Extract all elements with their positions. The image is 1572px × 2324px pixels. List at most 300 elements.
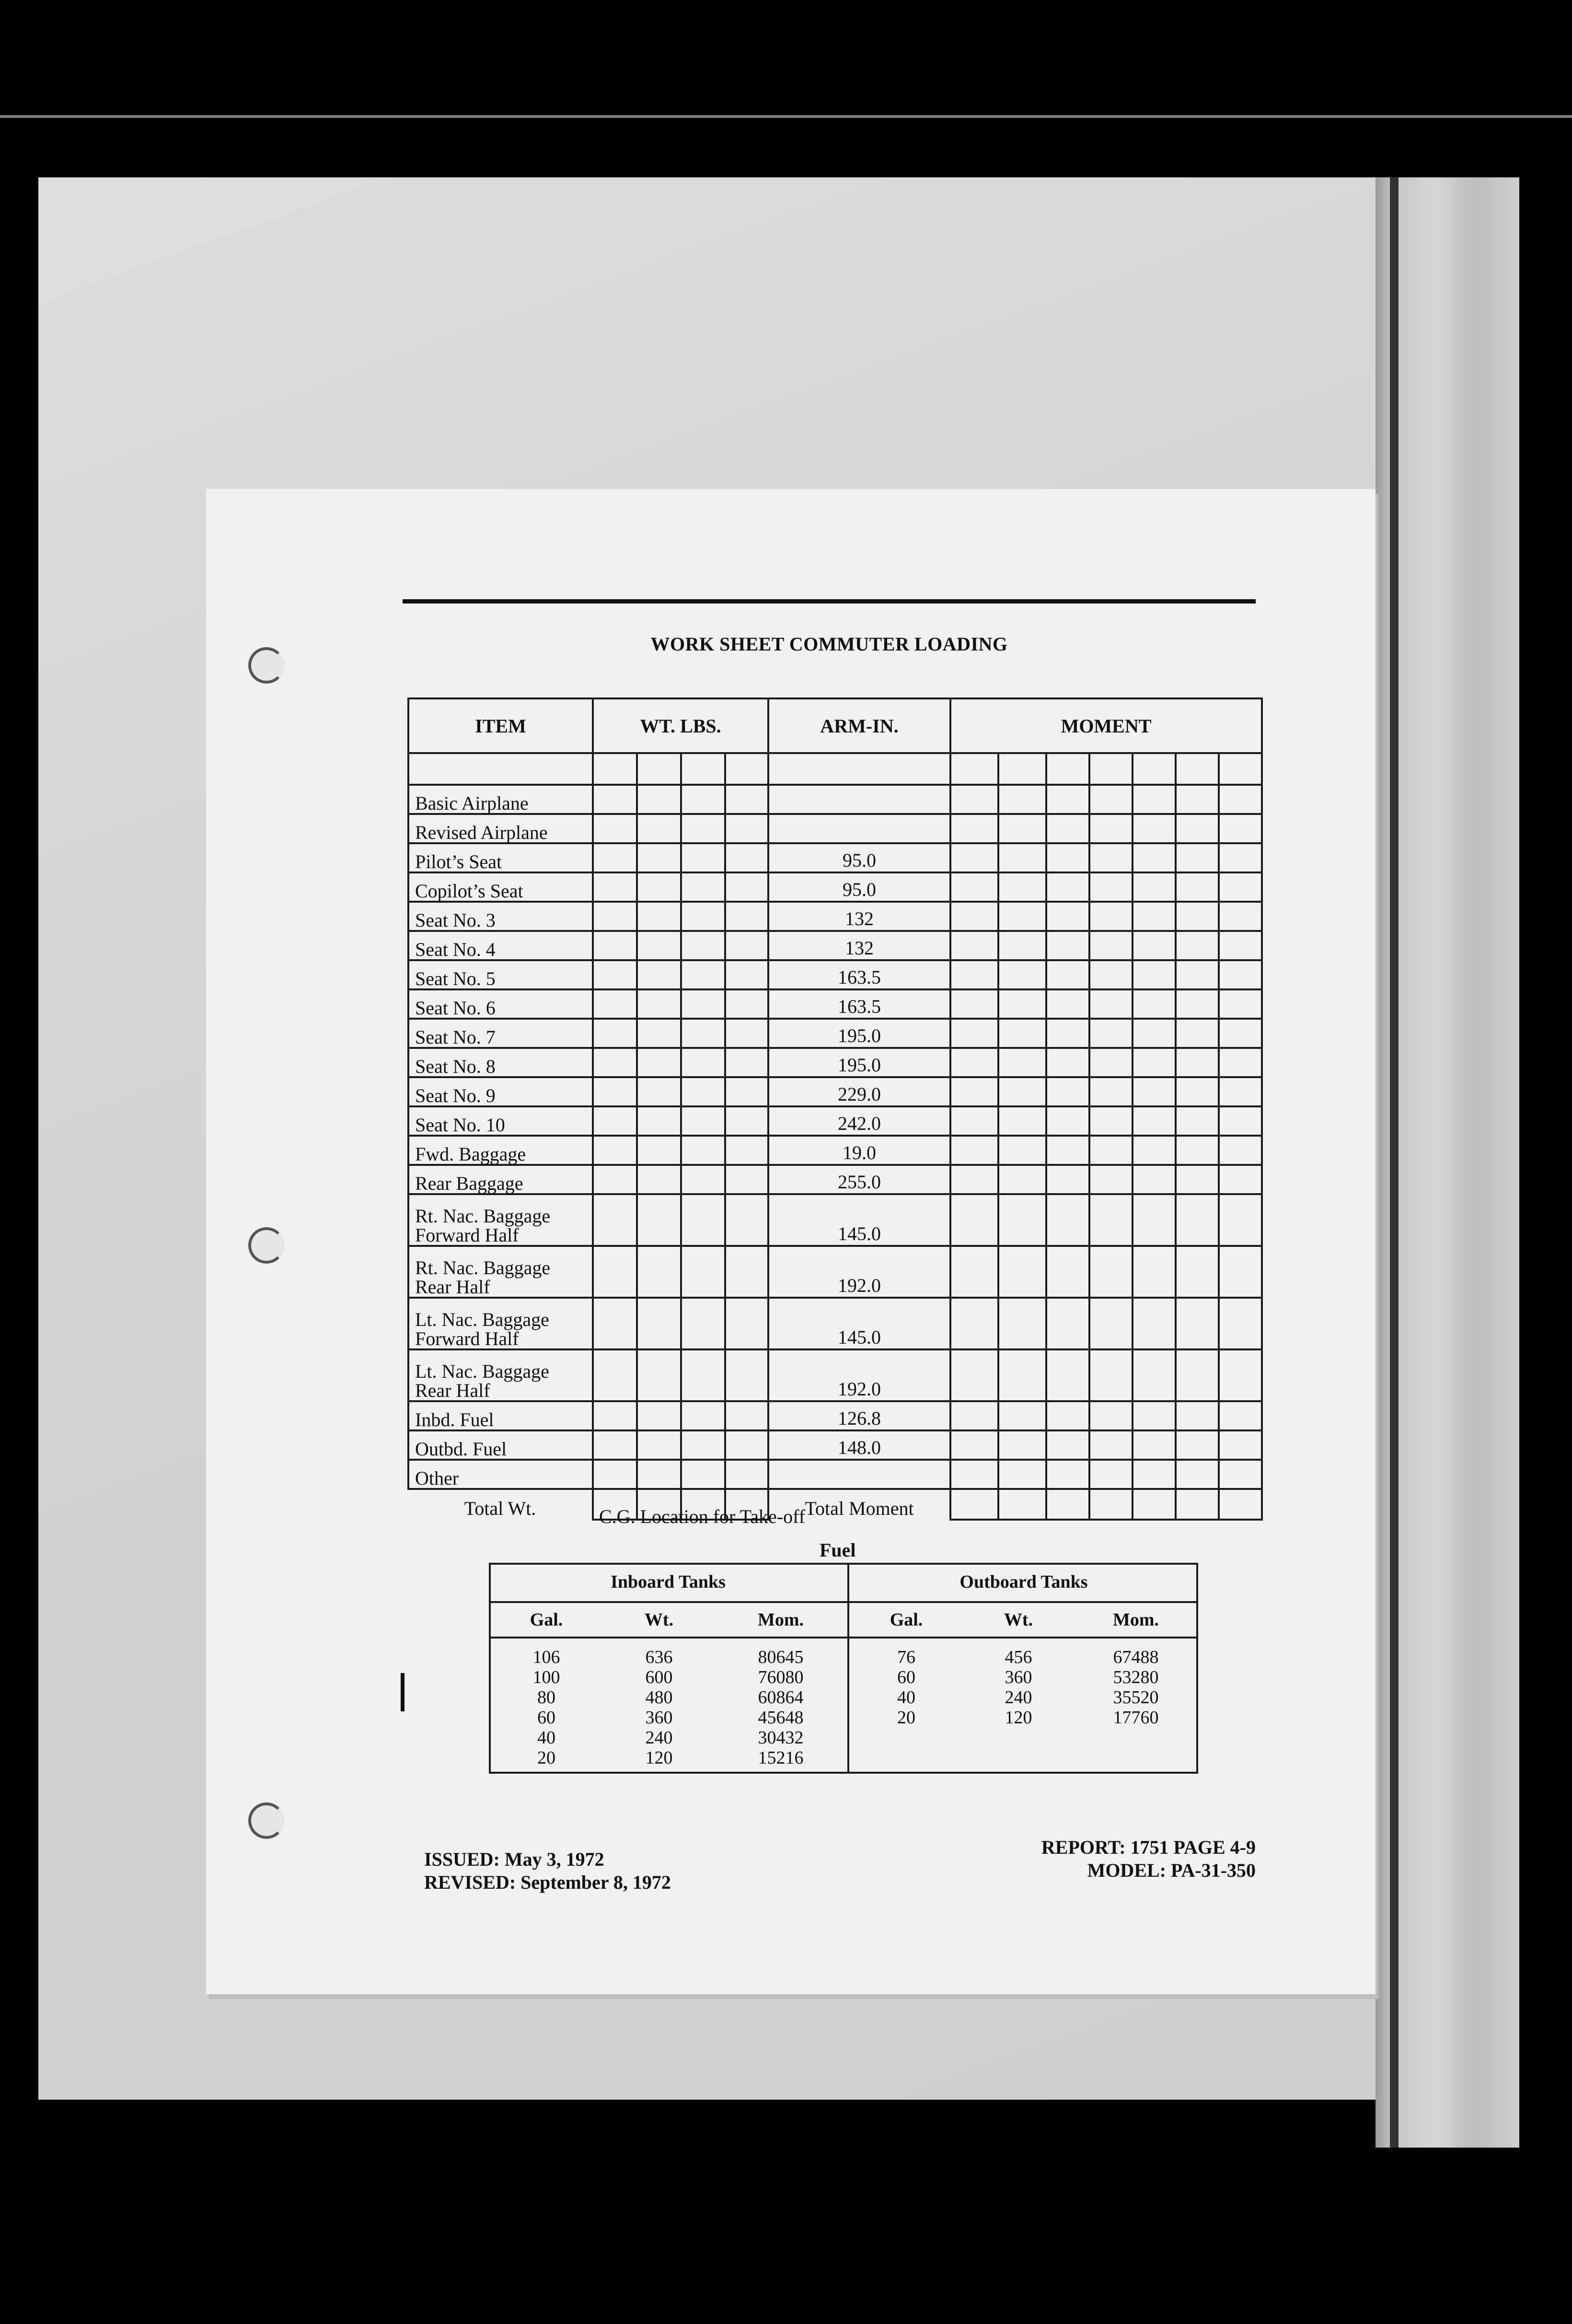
- moment-entry-cell[interactable]: [1089, 814, 1133, 843]
- moment-entry-cell[interactable]: [1219, 989, 1262, 1019]
- moment-entry-cell[interactable]: [1219, 902, 1262, 931]
- weight-entry-cell[interactable]: [593, 1349, 637, 1401]
- weight-entry-cell[interactable]: [637, 960, 681, 989]
- moment-entry-cell[interactable]: [1046, 931, 1089, 960]
- moment-entry-cell[interactable]: [950, 1165, 998, 1194]
- moment-entry-cell[interactable]: [1046, 872, 1089, 902]
- worksheet-row: [408, 1077, 1262, 1106]
- weight-entry-cell[interactable]: [637, 843, 681, 872]
- item-cell: Copilot’s Seat: [408, 872, 593, 902]
- weight-entry-cell[interactable]: [637, 1430, 681, 1460]
- moment-entry-cell[interactable]: [998, 1194, 1046, 1246]
- weight-entry-cell[interactable]: [593, 960, 637, 989]
- weight-entry-cell[interactable]: [637, 1165, 681, 1194]
- weight-entry-cell[interactable]: [681, 989, 725, 1019]
- moment-entry-cell[interactable]: [998, 1349, 1046, 1401]
- moment-entry-cell[interactable]: [1133, 1401, 1176, 1430]
- moment-entry-cell[interactable]: [1046, 1298, 1089, 1349]
- weight-entry-cell[interactable]: [637, 1136, 681, 1165]
- punch-hole: [248, 1227, 285, 1264]
- weight-entry-cell[interactable]: [593, 1194, 637, 1246]
- moment-entry-cell[interactable]: [1176, 753, 1219, 785]
- moment-entry-cell[interactable]: [1133, 960, 1176, 989]
- moment-entry-cell[interactable]: [1133, 843, 1176, 872]
- weight-entry-cell[interactable]: [637, 931, 681, 960]
- weight-entry-cell[interactable]: [725, 1077, 768, 1106]
- item-cell: Outbd. Fuel: [408, 1430, 593, 1460]
- outboard-wt-values: 456 360 240 120: [1005, 1647, 1032, 1728]
- report-info: [1041, 1836, 1256, 1882]
- moment-entry-cell[interactable]: [998, 843, 1046, 872]
- moment-entry-cell[interactable]: [1176, 785, 1219, 814]
- weight-entry-cell[interactable]: [681, 1246, 725, 1298]
- weight-entry-cell[interactable]: [725, 872, 768, 902]
- moment-entry-cell[interactable]: [1176, 1246, 1219, 1298]
- moment-entry-cell[interactable]: [1046, 1019, 1089, 1048]
- weight-entry-cell[interactable]: [681, 931, 725, 960]
- weight-entry-cell[interactable]: [637, 814, 681, 843]
- moment-entry-cell[interactable]: [1089, 1246, 1133, 1298]
- moment-entry-cell[interactable]: [998, 1077, 1046, 1106]
- weight-entry-cell[interactable]: [593, 1077, 637, 1106]
- weight-entry-cell[interactable]: [681, 814, 725, 843]
- arm-cell: 132: [768, 931, 950, 960]
- document-page: [206, 489, 1376, 1994]
- moment-entry-cell[interactable]: [1089, 1048, 1133, 1077]
- worksheet-row: [408, 785, 1262, 814]
- weight-entry-cell[interactable]: [593, 1246, 637, 1298]
- weight-entry-cell[interactable]: [725, 931, 768, 960]
- moment-entry-cell[interactable]: [1219, 814, 1262, 843]
- moment-entry-cell[interactable]: [1219, 1165, 1262, 1194]
- item-cell: Other: [408, 1460, 593, 1489]
- moment-entry-cell[interactable]: [950, 1430, 998, 1460]
- weight-entry-cell[interactable]: [725, 1194, 768, 1246]
- moment-entry-cell[interactable]: [1046, 960, 1089, 989]
- weight-entry-cell[interactable]: [681, 960, 725, 989]
- outboard-gal-header: Gal.: [848, 1602, 963, 1638]
- weight-entry-cell[interactable]: [725, 1165, 768, 1194]
- moment-entry-cell[interactable]: [950, 1298, 998, 1349]
- moment-entry-cell[interactable]: [1089, 872, 1133, 902]
- moment-entry-cell[interactable]: [1133, 1077, 1176, 1106]
- moment-entry-cell[interactable]: [1089, 1298, 1133, 1349]
- moment-entry-cell[interactable]: [998, 902, 1046, 931]
- total-moment-cell[interactable]: [1046, 1489, 1089, 1520]
- moment-entry-cell[interactable]: [1133, 902, 1176, 931]
- total-moment-label: Total Moment: [805, 1498, 914, 1519]
- inboard-mom-header: Mom.: [714, 1602, 848, 1638]
- moment-entry-cell[interactable]: [1046, 1401, 1089, 1430]
- moment-entry-cell[interactable]: [950, 753, 998, 785]
- weight-entry-cell[interactable]: [681, 753, 725, 785]
- weight-entry-cell[interactable]: [725, 1246, 768, 1298]
- weight-entry-cell[interactable]: [725, 1430, 768, 1460]
- worksheet-row: [408, 1430, 1262, 1460]
- arm-cell: 242.0: [768, 1106, 950, 1136]
- moment-entry-cell[interactable]: [998, 1430, 1046, 1460]
- punch-hole: [248, 647, 285, 684]
- moment-entry-cell[interactable]: [1046, 1246, 1089, 1298]
- moment-entry-cell[interactable]: [1219, 1349, 1262, 1401]
- weight-entry-cell[interactable]: [637, 1460, 681, 1489]
- weight-entry-cell[interactable]: [593, 785, 637, 814]
- weight-entry-cell[interactable]: [681, 1136, 725, 1165]
- moment-entry-cell[interactable]: [1133, 1246, 1176, 1298]
- weight-entry-cell[interactable]: [725, 753, 768, 785]
- moment-entry-cell[interactable]: [1133, 872, 1176, 902]
- weight-entry-cell[interactable]: [681, 1460, 725, 1489]
- moment-entry-cell[interactable]: [1133, 1194, 1176, 1246]
- moment-entry-cell[interactable]: [1046, 1349, 1089, 1401]
- weight-entry-cell[interactable]: [681, 902, 725, 931]
- moment-entry-cell[interactable]: [950, 785, 998, 814]
- moment-entry-cell[interactable]: [1133, 814, 1176, 843]
- moment-entry-cell[interactable]: [1176, 1048, 1219, 1077]
- weight-entry-cell[interactable]: [593, 1460, 637, 1489]
- moment-entry-cell[interactable]: [1219, 960, 1262, 989]
- moment-entry-cell[interactable]: [1176, 1460, 1219, 1489]
- moment-entry-cell[interactable]: [1046, 753, 1089, 785]
- arm-cell: 145.0: [768, 1298, 950, 1349]
- moment-entry-cell[interactable]: [998, 989, 1046, 1019]
- moment-entry-cell[interactable]: [950, 960, 998, 989]
- moment-entry-cell[interactable]: [1176, 1019, 1219, 1048]
- moment-entry-cell[interactable]: [1219, 785, 1262, 814]
- moment-entry-cell[interactable]: [998, 814, 1046, 843]
- moment-entry-cell[interactable]: [1219, 1077, 1262, 1106]
- worksheet-row: [408, 1460, 1262, 1489]
- moment-entry-cell[interactable]: [998, 1460, 1046, 1489]
- moment-entry-cell[interactable]: [998, 1165, 1046, 1194]
- moment-entry-cell[interactable]: [1219, 1136, 1262, 1165]
- moment-entry-cell[interactable]: [1089, 1165, 1133, 1194]
- moment-entry-cell[interactable]: [998, 1048, 1046, 1077]
- moment-entry-cell[interactable]: [950, 872, 998, 902]
- moment-entry-cell[interactable]: [998, 785, 1046, 814]
- weight-entry-cell[interactable]: [593, 872, 637, 902]
- worksheet-row: [408, 1349, 1262, 1401]
- moment-entry-cell[interactable]: [1219, 1460, 1262, 1489]
- moment-entry-cell[interactable]: [1176, 1194, 1219, 1246]
- weight-entry-cell[interactable]: [725, 1401, 768, 1430]
- moment-entry-cell[interactable]: [1133, 1048, 1176, 1077]
- weight-entry-cell[interactable]: [725, 902, 768, 931]
- arm-cell: 126.8: [768, 1401, 950, 1430]
- arm-cell: 255.0: [768, 1165, 950, 1194]
- worksheet-row: [408, 902, 1262, 931]
- moment-entry-cell[interactable]: [998, 960, 1046, 989]
- outboard-gal-values: 76 60 40 20: [897, 1647, 915, 1728]
- weight-entry-cell[interactable]: [725, 989, 768, 1019]
- moment-entry-cell[interactable]: [1089, 902, 1133, 931]
- moment-entry-cell[interactable]: [1133, 1460, 1176, 1489]
- weight-entry-cell[interactable]: [725, 785, 768, 814]
- moment-entry-cell[interactable]: [1219, 753, 1262, 785]
- moment-entry-cell[interactable]: [1046, 1136, 1089, 1165]
- weight-entry-cell[interactable]: [681, 1401, 725, 1430]
- weight-entry-cell[interactable]: [593, 753, 637, 785]
- moment-entry-cell[interactable]: [950, 1106, 998, 1136]
- moment-entry-cell[interactable]: [1046, 1165, 1089, 1194]
- moment-entry-cell[interactable]: [1046, 785, 1089, 814]
- moment-entry-cell[interactable]: [1133, 931, 1176, 960]
- loading-worksheet-table: [407, 697, 1263, 1521]
- moment-entry-cell[interactable]: [1046, 902, 1089, 931]
- weight-entry-cell[interactable]: [681, 1077, 725, 1106]
- fuel-table: [489, 1563, 1198, 1774]
- moment-entry-cell[interactable]: [1133, 1165, 1176, 1194]
- weight-entry-cell[interactable]: [637, 1349, 681, 1401]
- moment-entry-cell[interactable]: [998, 1106, 1046, 1136]
- moment-entry-cell[interactable]: [950, 1194, 998, 1246]
- total-moment-cell[interactable]: [998, 1489, 1046, 1520]
- moment-entry-cell[interactable]: [1176, 1106, 1219, 1136]
- moment-entry-cell[interactable]: [950, 1077, 998, 1106]
- moment-entry-cell[interactable]: [1219, 1106, 1262, 1136]
- moment-entry-cell[interactable]: [1176, 902, 1219, 931]
- moment-entry-cell[interactable]: [1133, 1298, 1176, 1349]
- inboard-wt-header: Wt.: [604, 1602, 714, 1638]
- item-cell: Fwd. Baggage: [408, 1136, 593, 1165]
- moment-entry-cell[interactable]: [1219, 1019, 1262, 1048]
- moment-entry-cell[interactable]: [1046, 1106, 1089, 1136]
- weight-entry-cell[interactable]: [593, 989, 637, 1019]
- weight-entry-cell[interactable]: [637, 1246, 681, 1298]
- moment-entry-cell[interactable]: [1176, 960, 1219, 989]
- weight-entry-cell[interactable]: [593, 843, 637, 872]
- moment-entry-cell[interactable]: [998, 931, 1046, 960]
- outboard-mom-values: 67488 53280 35520 17760: [1113, 1647, 1159, 1728]
- moment-entry-cell[interactable]: [998, 1136, 1046, 1165]
- moment-entry-cell[interactable]: [1089, 1106, 1133, 1136]
- moment-entry-cell[interactable]: [1176, 814, 1219, 843]
- weight-entry-cell[interactable]: [593, 1430, 637, 1460]
- weight-entry-cell[interactable]: [637, 1077, 681, 1106]
- worksheet-row: [408, 872, 1262, 902]
- moment-entry-cell[interactable]: [1089, 1460, 1133, 1489]
- weight-entry-cell[interactable]: [637, 1401, 681, 1430]
- moment-entry-cell[interactable]: [998, 1298, 1046, 1349]
- inboard-mom-values: 80645 76080 60864 45648 30432 15216: [714, 1638, 848, 1774]
- moment-entry-cell[interactable]: [1219, 1401, 1262, 1430]
- moment-entry-cell[interactable]: [1046, 1194, 1089, 1246]
- moment-entry-cell[interactable]: [1046, 1460, 1089, 1489]
- moment-entry-cell[interactable]: [1176, 1430, 1219, 1460]
- weight-entry-cell[interactable]: [637, 1298, 681, 1349]
- moment-entry-cell[interactable]: [1133, 1430, 1176, 1460]
- worksheet-row: [408, 753, 1262, 785]
- moment-entry-cell[interactable]: [1133, 1349, 1176, 1401]
- weight-entry-cell[interactable]: [593, 1136, 637, 1165]
- weight-entry-cell[interactable]: [593, 1048, 637, 1077]
- moment-entry-cell[interactable]: [1176, 872, 1219, 902]
- moment-entry-cell[interactable]: [1089, 1401, 1133, 1430]
- weight-entry-cell[interactable]: [681, 1430, 725, 1460]
- weight-entry-cell[interactable]: [681, 1165, 725, 1194]
- moment-entry-cell[interactable]: [1046, 1077, 1089, 1106]
- worksheet-row: [408, 931, 1262, 960]
- weight-entry-cell[interactable]: [681, 1048, 725, 1077]
- total-moment-cell[interactable]: [1133, 1489, 1176, 1520]
- cg-location-label: C.G. Location for Take-off: [599, 1506, 806, 1527]
- moment-entry-cell[interactable]: [1176, 1136, 1219, 1165]
- moment-entry-cell[interactable]: [950, 814, 998, 843]
- worksheet-row: [408, 1165, 1262, 1194]
- weight-entry-cell[interactable]: [637, 1106, 681, 1136]
- weight-entry-cell[interactable]: [593, 1401, 637, 1430]
- moment-entry-cell[interactable]: [1046, 814, 1089, 843]
- item-cell: Seat No. 10: [408, 1106, 593, 1136]
- moment-entry-cell[interactable]: [1176, 1077, 1219, 1106]
- report-number: REPORT: 1751 PAGE 4-9: [1041, 1836, 1256, 1858]
- moment-entry-cell[interactable]: [950, 1401, 998, 1430]
- moment-entry-cell[interactable]: [998, 1401, 1046, 1430]
- moment-entry-cell[interactable]: [1089, 753, 1133, 785]
- moment-entry-cell[interactable]: [998, 1019, 1046, 1048]
- arm-cell: 95.0: [768, 872, 950, 902]
- moment-entry-cell[interactable]: [1089, 1019, 1133, 1048]
- moment-entry-cell[interactable]: [950, 931, 998, 960]
- moment-entry-cell[interactable]: [1219, 1246, 1262, 1298]
- weight-entry-cell[interactable]: [637, 1019, 681, 1048]
- item-cell: Seat No. 7: [408, 1019, 593, 1048]
- total-moment-cell[interactable]: [950, 1489, 998, 1520]
- moment-entry-cell[interactable]: [998, 753, 1046, 785]
- moment-entry-cell[interactable]: [1089, 1349, 1133, 1401]
- weight-entry-cell[interactable]: [725, 960, 768, 989]
- moment-entry-cell[interactable]: [1089, 1077, 1133, 1106]
- moment-entry-cell[interactable]: [1133, 785, 1176, 814]
- moment-entry-cell[interactable]: [950, 1048, 998, 1077]
- moment-entry-cell[interactable]: [1133, 1106, 1176, 1136]
- weight-entry-cell[interactable]: [637, 1194, 681, 1246]
- weight-entry-cell[interactable]: [681, 1019, 725, 1048]
- worksheet-row: [408, 1401, 1262, 1430]
- weight-entry-cell[interactable]: [681, 1349, 725, 1401]
- inboard-gal-header: Gal.: [489, 1602, 604, 1638]
- moment-entry-cell[interactable]: [1089, 843, 1133, 872]
- moment-entry-cell[interactable]: [1176, 989, 1219, 1019]
- arm-cell: 229.0: [768, 1077, 950, 1106]
- moment-entry-cell[interactable]: [950, 1246, 998, 1298]
- weight-entry-cell[interactable]: [637, 989, 681, 1019]
- issued-date: ISSUED: May 3, 1972: [424, 1848, 604, 1870]
- weight-entry-cell[interactable]: [593, 1165, 637, 1194]
- moment-entry-cell[interactable]: [1219, 1194, 1262, 1246]
- moment-entry-cell[interactable]: [1089, 785, 1133, 814]
- total-weight-label: Total Wt.: [464, 1498, 536, 1519]
- column-header-arm: ARM-IN.: [768, 698, 950, 753]
- moment-entry-cell[interactable]: [1133, 989, 1176, 1019]
- weight-entry-cell[interactable]: [725, 1136, 768, 1165]
- weight-entry-cell[interactable]: [637, 872, 681, 902]
- moment-entry-cell[interactable]: [950, 1019, 998, 1048]
- moment-entry-cell[interactable]: [998, 1246, 1046, 1298]
- moment-entry-cell[interactable]: [1133, 1136, 1176, 1165]
- weight-entry-cell[interactable]: [593, 902, 637, 931]
- moment-entry-cell[interactable]: [998, 872, 1046, 902]
- weight-entry-cell[interactable]: [725, 1460, 768, 1489]
- item-cell: Pilot’s Seat: [408, 843, 593, 872]
- weight-entry-cell[interactable]: [681, 1194, 725, 1246]
- moment-entry-cell[interactable]: [1089, 989, 1133, 1019]
- weight-entry-cell[interactable]: [593, 814, 637, 843]
- moment-entry-cell[interactable]: [1176, 1401, 1219, 1430]
- moment-entry-cell[interactable]: [1133, 1019, 1176, 1048]
- weight-entry-cell[interactable]: [637, 785, 681, 814]
- moment-entry-cell[interactable]: [1089, 1194, 1133, 1246]
- weight-entry-cell[interactable]: [725, 1048, 768, 1077]
- item-cell: Inbd. Fuel: [408, 1401, 593, 1430]
- margin-mark: [401, 1673, 405, 1711]
- worksheet-row: [408, 814, 1262, 843]
- total-moment-cell[interactable]: [1089, 1489, 1133, 1520]
- weight-entry-cell[interactable]: [725, 814, 768, 843]
- weight-entry-cell[interactable]: [681, 872, 725, 902]
- board-edge-line: [1390, 177, 1399, 2148]
- moment-entry-cell[interactable]: [950, 1136, 998, 1165]
- moment-entry-cell[interactable]: [1046, 843, 1089, 872]
- weight-entry-cell[interactable]: [593, 1298, 637, 1349]
- moment-entry-cell[interactable]: [950, 1460, 998, 1489]
- weight-entry-cell[interactable]: [725, 1298, 768, 1349]
- moment-entry-cell[interactable]: [1219, 843, 1262, 872]
- moment-entry-cell[interactable]: [1176, 1349, 1219, 1401]
- weight-entry-cell[interactable]: [681, 1298, 725, 1349]
- weight-entry-cell[interactable]: [637, 902, 681, 931]
- moment-entry-cell[interactable]: [1046, 989, 1089, 1019]
- weight-entry-cell[interactable]: [725, 843, 768, 872]
- weight-entry-cell[interactable]: [725, 1349, 768, 1401]
- weight-entry-cell[interactable]: [637, 1048, 681, 1077]
- weight-entry-cell[interactable]: [681, 785, 725, 814]
- weight-entry-cell[interactable]: [593, 1019, 637, 1048]
- moment-entry-cell[interactable]: [1089, 960, 1133, 989]
- moment-entry-cell[interactable]: [950, 989, 998, 1019]
- moment-entry-cell[interactable]: [1219, 872, 1262, 902]
- moment-entry-cell[interactable]: [1219, 1430, 1262, 1460]
- moment-entry-cell[interactable]: [950, 843, 998, 872]
- moment-entry-cell[interactable]: [1046, 1430, 1089, 1460]
- moment-entry-cell[interactable]: [1219, 931, 1262, 960]
- moment-entry-cell[interactable]: [1133, 753, 1176, 785]
- moment-entry-cell[interactable]: [1176, 1165, 1219, 1194]
- weight-entry-cell[interactable]: [681, 1106, 725, 1136]
- weight-entry-cell[interactable]: [637, 753, 681, 785]
- moment-entry-cell[interactable]: [1089, 1430, 1133, 1460]
- worksheet-row: [408, 1298, 1262, 1349]
- moment-entry-cell[interactable]: [1089, 1136, 1133, 1165]
- moment-entry-cell[interactable]: [1176, 843, 1219, 872]
- weight-entry-cell[interactable]: [681, 843, 725, 872]
- weight-entry-cell[interactable]: [593, 1106, 637, 1136]
- weight-entry-cell[interactable]: [725, 1106, 768, 1136]
- moment-entry-cell[interactable]: [950, 902, 998, 931]
- weight-entry-cell[interactable]: [593, 931, 637, 960]
- moment-entry-cell[interactable]: [1046, 1048, 1089, 1077]
- moment-entry-cell[interactable]: [1176, 1298, 1219, 1349]
- item-cell: Lt. Nac. Baggage Forward Half: [408, 1298, 593, 1349]
- moment-entry-cell[interactable]: [1219, 1048, 1262, 1077]
- total-moment-cell[interactable]: [1176, 1489, 1219, 1520]
- total-moment-cell[interactable]: [1219, 1489, 1262, 1520]
- moment-entry-cell[interactable]: [1219, 1298, 1262, 1349]
- moment-entry-cell[interactable]: [1176, 931, 1219, 960]
- moment-entry-cell[interactable]: [1089, 931, 1133, 960]
- moment-entry-cell[interactable]: [950, 1349, 998, 1401]
- weight-entry-cell[interactable]: [725, 1019, 768, 1048]
